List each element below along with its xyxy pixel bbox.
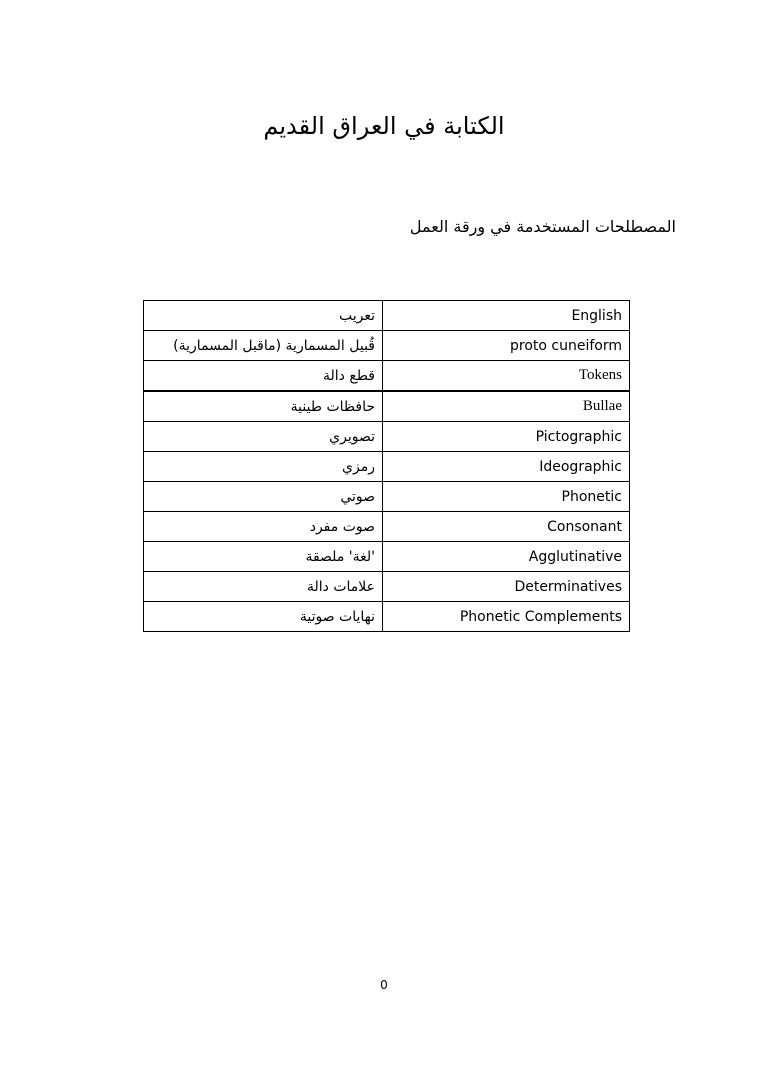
table-row (144, 331, 630, 361)
arabic-term-cell: صوتي (144, 482, 383, 512)
english-header-cell: English (383, 301, 630, 331)
english-term-cell: Bullae (383, 391, 630, 422)
arabic-term-cell: حافظات طينية (144, 391, 383, 422)
arabic-header-cell: تعريب (144, 301, 383, 331)
english-term-cell: Pictographic (383, 422, 630, 452)
table-row (144, 452, 630, 482)
section-subtitle: المصطلحات المستخدمة في ورقة العمل (409, 217, 676, 236)
table-row (144, 422, 630, 452)
english-term-cell: Phonetic Complements (383, 602, 630, 632)
table-row (144, 602, 630, 632)
arabic-term-cell: علامات دالة (144, 572, 383, 602)
arabic-term-cell: قُبيل المسمارية (ماقبل المسمارية) (144, 331, 383, 361)
arabic-term-cell: تصويري (144, 422, 383, 452)
english-term-cell: Consonant (383, 512, 630, 542)
table-row (144, 391, 630, 422)
english-term-cell: Determinatives (383, 572, 630, 602)
table-row (144, 542, 630, 572)
arabic-term-cell: 'لغة' ملصقة (144, 542, 383, 572)
english-term-cell: Agglutinative (383, 542, 630, 572)
english-term-cell: Ideographic (383, 452, 630, 482)
terms-table (143, 300, 630, 632)
english-term-cell: proto cuneiform (383, 331, 630, 361)
arabic-term-cell: نهايات صوتية (144, 602, 383, 632)
page-number: 0 (380, 978, 388, 992)
table-row (144, 482, 630, 512)
arabic-term-cell: رمزي (144, 452, 383, 482)
table-row (144, 572, 630, 602)
page-title: الكتابة في العراق القديم (263, 112, 505, 140)
arabic-term-cell: صوت مفرد (144, 512, 383, 542)
table-row (144, 512, 630, 542)
english-term-cell: Tokens (383, 361, 630, 392)
table-header-row (144, 301, 630, 331)
arabic-term-cell: قطع دالة (144, 361, 383, 392)
english-term-cell: Phonetic (383, 482, 630, 512)
table-row (144, 361, 630, 392)
